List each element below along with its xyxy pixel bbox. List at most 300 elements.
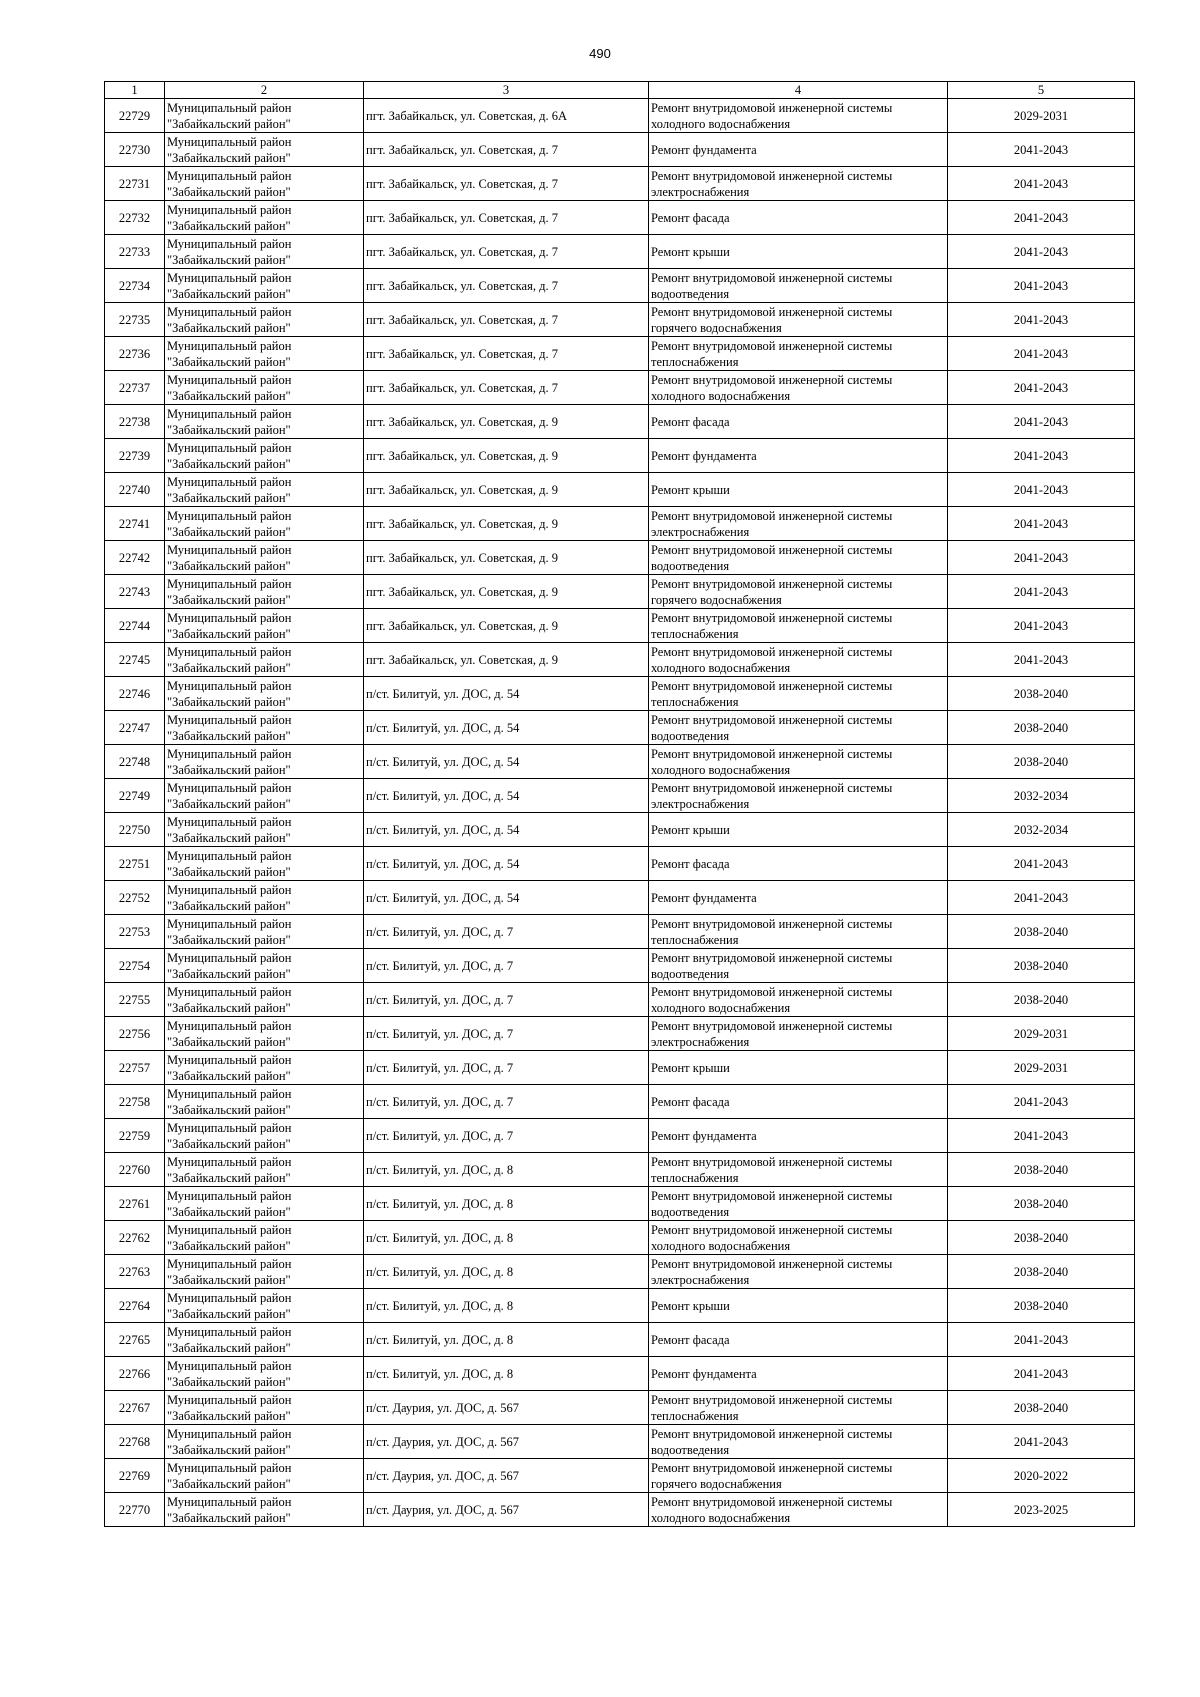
district-cell — [165, 371, 364, 405]
district-cell — [165, 949, 364, 983]
district-cell — [165, 1255, 364, 1289]
district-name-quoted: "Забайкальский район" — [167, 898, 291, 913]
district-cell — [165, 167, 364, 201]
address-cell: п/ст. Билитуй, ул. ДОС, д. 7 — [364, 949, 649, 983]
address-cell: пгт. Забайкальск, ул. Советская, д. 7 — [364, 371, 649, 405]
table-row — [105, 1357, 1135, 1391]
row-number: 22768 — [105, 1425, 165, 1459]
district-name-quoted: "Забайкальский район" — [167, 1510, 291, 1525]
period-cell: 2041-2043 — [948, 609, 1135, 643]
work-type-cell — [649, 813, 948, 847]
work-type-cell — [649, 1493, 948, 1527]
work-type-line: Ремонт внутридомовой инженерной системы — [651, 780, 893, 795]
district-name-quoted: "Забайкальский район" — [167, 1306, 291, 1321]
table-row — [105, 949, 1135, 983]
district-cell — [165, 439, 364, 473]
district-name: Муниципальный район — [167, 1392, 292, 1407]
district-name: Муниципальный район — [167, 1222, 292, 1237]
table-row — [105, 1085, 1135, 1119]
district-name-quoted: "Забайкальский район" — [167, 490, 291, 505]
district-name-quoted: "Забайкальский район" — [167, 864, 291, 879]
table-row — [105, 643, 1135, 677]
work-type-cell — [649, 779, 948, 813]
period-cell: 2041-2043 — [948, 201, 1135, 235]
period-cell: 2041-2043 — [948, 303, 1135, 337]
table-row — [105, 1153, 1135, 1187]
period-cell: 2041-2043 — [948, 439, 1135, 473]
row-number: 22742 — [105, 541, 165, 575]
period-cell: 2038-2040 — [948, 1153, 1135, 1187]
period-cell: 2041-2043 — [948, 881, 1135, 915]
row-number: 22739 — [105, 439, 165, 473]
work-type-line: Ремонт внутридомовой инженерной системы — [651, 270, 893, 285]
address-cell: п/ст. Билитуй, ул. ДОС, д. 8 — [364, 1221, 649, 1255]
work-type-cell — [649, 1119, 948, 1153]
period-cell: 2041-2043 — [948, 1323, 1135, 1357]
table-row — [105, 1323, 1135, 1357]
district-name-quoted: "Забайкальский район" — [167, 286, 291, 301]
table-row — [105, 269, 1135, 303]
period-cell: 2038-2040 — [948, 983, 1135, 1017]
district-name-quoted: "Забайкальский район" — [167, 1238, 291, 1253]
address-cell: п/ст. Билитуй, ул. ДОС, д. 54 — [364, 881, 649, 915]
row-number: 22736 — [105, 337, 165, 371]
period-cell: 2041-2043 — [948, 507, 1135, 541]
work-type-cell — [649, 1391, 948, 1425]
district-name: Муниципальный район — [167, 202, 292, 217]
work-type-line: Ремонт крыши — [651, 822, 730, 837]
address-cell: п/ст. Билитуй, ул. ДОС, д. 7 — [364, 1119, 649, 1153]
address-cell: п/ст. Билитуй, ул. ДОС, д. 54 — [364, 677, 649, 711]
work-type-line: Ремонт крыши — [651, 244, 730, 259]
row-number: 22762 — [105, 1221, 165, 1255]
district-name: Муниципальный район — [167, 984, 292, 999]
period-cell: 2029-2031 — [948, 99, 1135, 133]
address-cell: п/ст. Билитуй, ул. ДОС, д. 8 — [364, 1255, 649, 1289]
district-cell — [165, 99, 364, 133]
period-cell: 2038-2040 — [948, 1391, 1135, 1425]
work-type-cell — [649, 1085, 948, 1119]
work-type-line: горячего водоснабжения — [651, 1476, 782, 1491]
work-type-line: электроснабжения — [651, 524, 750, 539]
row-number: 22767 — [105, 1391, 165, 1425]
district-name-quoted: "Забайкальский район" — [167, 694, 291, 709]
row-number: 22740 — [105, 473, 165, 507]
table-row — [105, 371, 1135, 405]
table-row — [105, 133, 1135, 167]
period-cell: 2029-2031 — [948, 1051, 1135, 1085]
work-type-line: холодного водоснабжения — [651, 116, 791, 131]
address-cell: п/ст. Билитуй, ул. ДОС, д. 7 — [364, 983, 649, 1017]
district-name: Муниципальный район — [167, 1086, 292, 1101]
row-number: 22748 — [105, 745, 165, 779]
table-row — [105, 405, 1135, 439]
district-cell — [165, 779, 364, 813]
district-name: Муниципальный район — [167, 304, 292, 319]
period-cell: 2038-2040 — [948, 1289, 1135, 1323]
work-type-cell — [649, 643, 948, 677]
work-type-line: электроснабжения — [651, 184, 750, 199]
district-name-quoted: "Забайкальский район" — [167, 592, 291, 607]
work-type-line: Ремонт фундамента — [651, 142, 757, 157]
table-row — [105, 983, 1135, 1017]
work-type-cell — [649, 983, 948, 1017]
work-type-line: Ремонт внутридомовой инженерной системы — [651, 1392, 893, 1407]
period-cell: 2032-2034 — [948, 813, 1135, 847]
work-type-line: электроснабжения — [651, 1272, 750, 1287]
work-type-cell — [649, 439, 948, 473]
district-name: Муниципальный район — [167, 168, 292, 183]
district-name-quoted: "Забайкальский район" — [167, 1170, 291, 1185]
district-cell — [165, 915, 364, 949]
row-number: 22745 — [105, 643, 165, 677]
address-cell: п/ст. Билитуй, ул. ДОС, д. 8 — [364, 1187, 649, 1221]
work-type-line: Ремонт внутридомовой инженерной системы — [651, 984, 893, 999]
period-cell: 2032-2034 — [948, 779, 1135, 813]
district-cell — [165, 1221, 364, 1255]
period-cell: 2038-2040 — [948, 1255, 1135, 1289]
address-cell: п/ст. Билитуй, ул. ДОС, д. 8 — [364, 1357, 649, 1391]
row-number: 22753 — [105, 915, 165, 949]
work-type-cell — [649, 1017, 948, 1051]
period-cell: 2041-2043 — [948, 1357, 1135, 1391]
work-type-cell — [649, 473, 948, 507]
district-name-quoted: "Забайкальский район" — [167, 1204, 291, 1219]
row-number: 22756 — [105, 1017, 165, 1051]
district-name: Муниципальный район — [167, 100, 292, 115]
period-cell: 2038-2040 — [948, 1221, 1135, 1255]
work-type-cell — [649, 303, 948, 337]
table-row — [105, 337, 1135, 371]
work-type-line: Ремонт внутридомовой инженерной системы — [651, 576, 893, 591]
district-cell — [165, 507, 364, 541]
row-number: 22760 — [105, 1153, 165, 1187]
period-cell: 2041-2043 — [948, 1425, 1135, 1459]
district-name: Муниципальный район — [167, 1358, 292, 1373]
table-body — [105, 99, 1135, 1527]
table-row — [105, 1017, 1135, 1051]
work-type-line: водоотведения — [651, 558, 730, 573]
district-name-quoted: "Забайкальский район" — [167, 558, 291, 573]
table-row — [105, 915, 1135, 949]
table-row — [105, 745, 1135, 779]
address-cell: п/ст. Билитуй, ул. ДОС, д. 7 — [364, 1017, 649, 1051]
row-number: 22769 — [105, 1459, 165, 1493]
district-name-quoted: "Забайкальский район" — [167, 320, 291, 335]
period-cell: 2041-2043 — [948, 1085, 1135, 1119]
work-type-cell — [649, 235, 948, 269]
address-cell: пгт. Забайкальск, ул. Советская, д. 9 — [364, 541, 649, 575]
table-row — [105, 711, 1135, 745]
work-type-line: Ремонт внутридомовой инженерной системы — [651, 508, 893, 523]
district-name: Муниципальный район — [167, 406, 292, 421]
work-type-line: водоотведения — [651, 1204, 730, 1219]
work-type-line: теплоснабжения — [651, 354, 739, 369]
district-name: Муниципальный район — [167, 1324, 292, 1339]
work-type-cell — [649, 949, 948, 983]
district-name-quoted: "Забайкальский район" — [167, 456, 291, 471]
row-number: 22732 — [105, 201, 165, 235]
district-name: Муниципальный район — [167, 814, 292, 829]
address-cell: п/ст. Билитуй, ул. ДОС, д. 7 — [364, 1085, 649, 1119]
address-cell: п/ст. Билитуй, ул. ДОС, д. 8 — [364, 1289, 649, 1323]
district-name-quoted: "Забайкальский район" — [167, 524, 291, 539]
work-type-cell — [649, 371, 948, 405]
row-number: 22758 — [105, 1085, 165, 1119]
district-cell — [165, 609, 364, 643]
work-type-line: водоотведения — [651, 286, 730, 301]
district-name-quoted: "Забайкальский район" — [167, 762, 291, 777]
work-type-line: Ремонт внутридомовой инженерной системы — [651, 168, 893, 183]
work-type-line: холодного водоснабжения — [651, 1510, 791, 1525]
work-type-line: холодного водоснабжения — [651, 388, 791, 403]
district-cell — [165, 643, 364, 677]
address-cell: п/ст. Билитуй, ул. ДОС, д. 54 — [364, 745, 649, 779]
address-cell: пгт. Забайкальск, ул. Советская, д. 7 — [364, 269, 649, 303]
period-cell: 2041-2043 — [948, 269, 1135, 303]
work-type-line: Ремонт внутридомовой инженерной системы — [651, 1494, 893, 1509]
work-type-line: Ремонт крыши — [651, 1060, 730, 1075]
work-type-cell — [649, 745, 948, 779]
district-cell — [165, 1153, 364, 1187]
row-number: 22746 — [105, 677, 165, 711]
work-type-cell — [649, 609, 948, 643]
row-number: 22765 — [105, 1323, 165, 1357]
row-number: 22763 — [105, 1255, 165, 1289]
work-type-cell — [649, 1255, 948, 1289]
district-name-quoted: "Забайкальский район" — [167, 184, 291, 199]
work-type-cell — [649, 711, 948, 745]
period-cell: 2041-2043 — [948, 1119, 1135, 1153]
period-cell: 2029-2031 — [948, 1017, 1135, 1051]
district-name: Муниципальный район — [167, 1494, 292, 1509]
district-cell — [165, 1391, 364, 1425]
work-type-line: водоотведения — [651, 1442, 730, 1457]
page-number: 490 — [589, 46, 611, 61]
row-number: 22749 — [105, 779, 165, 813]
table-row — [105, 1119, 1135, 1153]
work-type-line: Ремонт внутридомовой инженерной системы — [651, 1460, 893, 1475]
work-type-cell — [649, 167, 948, 201]
district-name: Муниципальный район — [167, 1120, 292, 1135]
table-row — [105, 99, 1135, 133]
district-cell — [165, 337, 364, 371]
district-name-quoted: "Забайкальский район" — [167, 1034, 291, 1049]
row-number: 22750 — [105, 813, 165, 847]
table-row — [105, 1221, 1135, 1255]
period-cell: 2038-2040 — [948, 915, 1135, 949]
district-name: Муниципальный район — [167, 678, 292, 693]
work-type-line: горячего водоснабжения — [651, 320, 782, 335]
row-number: 22759 — [105, 1119, 165, 1153]
period-cell: 2038-2040 — [948, 949, 1135, 983]
row-number: 22737 — [105, 371, 165, 405]
table-row — [105, 1391, 1135, 1425]
district-cell — [165, 881, 364, 915]
address-cell: пгт. Забайкальск, ул. Советская, д. 9 — [364, 575, 649, 609]
work-type-line: Ремонт фасада — [651, 856, 730, 871]
district-name-quoted: "Забайкальский район" — [167, 388, 291, 403]
period-cell: 2041-2043 — [948, 575, 1135, 609]
period-cell: 2023-2025 — [948, 1493, 1135, 1527]
period-cell: 2041-2043 — [948, 133, 1135, 167]
column-header: 2 — [165, 82, 364, 99]
district-name-quoted: "Забайкальский район" — [167, 150, 291, 165]
district-name: Муниципальный район — [167, 1460, 292, 1475]
work-type-line: Ремонт внутридомовой инженерной системы — [651, 712, 893, 727]
district-name: Муниципальный район — [167, 1256, 292, 1271]
work-type-line: холодного водоснабжения — [651, 1000, 791, 1015]
district-cell — [165, 473, 364, 507]
address-cell: п/ст. Даурия, ул. ДОС, д. 567 — [364, 1459, 649, 1493]
work-type-line: Ремонт фасада — [651, 1094, 730, 1109]
address-cell: п/ст. Билитуй, ул. ДОС, д. 8 — [364, 1323, 649, 1357]
column-header: 1 — [105, 82, 165, 99]
work-type-line: электроснабжения — [651, 1034, 750, 1049]
address-cell: пгт. Забайкальск, ул. Советская, д. 7 — [364, 167, 649, 201]
period-cell: 2041-2043 — [948, 847, 1135, 881]
district-cell — [165, 1459, 364, 1493]
district-name: Муниципальный район — [167, 1154, 292, 1169]
table-row — [105, 677, 1135, 711]
period-cell: 2020-2022 — [948, 1459, 1135, 1493]
period-cell: 2041-2043 — [948, 167, 1135, 201]
district-cell — [165, 1051, 364, 1085]
table-row — [105, 541, 1135, 575]
period-cell: 2041-2043 — [948, 235, 1135, 269]
district-name: Муниципальный район — [167, 134, 292, 149]
row-number: 22733 — [105, 235, 165, 269]
work-type-cell — [649, 337, 948, 371]
district-name-quoted: "Забайкальский район" — [167, 1102, 291, 1117]
work-type-line: Ремонт фасада — [651, 1332, 730, 1347]
work-type-line: Ремонт внутридомовой инженерной системы — [651, 746, 893, 761]
address-cell: п/ст. Билитуй, ул. ДОС, д. 54 — [364, 711, 649, 745]
row-number: 22744 — [105, 609, 165, 643]
address-cell: пгт. Забайкальск, ул. Советская, д. 7 — [364, 337, 649, 371]
work-type-line: Ремонт внутридомовой инженерной системы — [651, 1426, 893, 1441]
district-name-quoted: "Забайкальский район" — [167, 1068, 291, 1083]
table-row — [105, 235, 1135, 269]
address-cell: п/ст. Билитуй, ул. ДОС, д. 7 — [364, 1051, 649, 1085]
work-type-cell — [649, 1357, 948, 1391]
district-cell — [165, 711, 364, 745]
row-number: 22757 — [105, 1051, 165, 1085]
work-type-cell — [649, 405, 948, 439]
work-type-cell — [649, 1221, 948, 1255]
district-name: Муниципальный район — [167, 848, 292, 863]
district-cell — [165, 1085, 364, 1119]
district-name-quoted: "Забайкальский район" — [167, 966, 291, 981]
address-cell: п/ст. Даурия, ул. ДОС, д. 567 — [364, 1493, 649, 1527]
district-name-quoted: "Забайкальский район" — [167, 1340, 291, 1355]
column-header: 3 — [364, 82, 649, 99]
district-name-quoted: "Забайкальский район" — [167, 1272, 291, 1287]
row-number: 22734 — [105, 269, 165, 303]
period-cell: 2038-2040 — [948, 745, 1135, 779]
table-row — [105, 1289, 1135, 1323]
district-cell — [165, 983, 364, 1017]
work-type-cell — [649, 1459, 948, 1493]
address-cell: пгт. Забайкальск, ул. Советская, д. 9 — [364, 473, 649, 507]
district-cell — [165, 1017, 364, 1051]
district-cell — [165, 303, 364, 337]
address-cell: п/ст. Билитуй, ул. ДОС, д. 54 — [364, 813, 649, 847]
column-header: 5 — [948, 82, 1135, 99]
work-type-line: Ремонт внутридомовой инженерной системы — [651, 1256, 893, 1271]
table-row — [105, 813, 1135, 847]
work-type-cell — [649, 541, 948, 575]
address-cell: п/ст. Даурия, ул. ДОС, д. 567 — [364, 1391, 649, 1425]
address-cell: пгт. Забайкальск, ул. Советская, д. 7 — [364, 235, 649, 269]
row-number: 22754 — [105, 949, 165, 983]
district-name: Муниципальный район — [167, 542, 292, 557]
work-type-cell — [649, 1323, 948, 1357]
district-cell — [165, 847, 364, 881]
period-cell: 2041-2043 — [948, 473, 1135, 507]
district-cell — [165, 269, 364, 303]
table-row — [105, 167, 1135, 201]
work-type-line: Ремонт фундамента — [651, 1366, 757, 1381]
district-name: Муниципальный район — [167, 950, 292, 965]
district-name-quoted: "Забайкальский район" — [167, 1136, 291, 1151]
work-type-cell — [649, 677, 948, 711]
address-cell: пгт. Забайкальск, ул. Советская, д. 9 — [364, 405, 649, 439]
district-name: Муниципальный район — [167, 1426, 292, 1441]
work-type-line: Ремонт внутридомовой инженерной системы — [651, 100, 893, 115]
row-number: 22764 — [105, 1289, 165, 1323]
column-header: 4 — [649, 82, 948, 99]
district-name: Муниципальный район — [167, 882, 292, 897]
table-row — [105, 1187, 1135, 1221]
row-number: 22743 — [105, 575, 165, 609]
district-name: Муниципальный район — [167, 372, 292, 387]
row-number: 22751 — [105, 847, 165, 881]
work-type-cell — [649, 1425, 948, 1459]
work-type-line: Ремонт фундамента — [651, 1128, 757, 1143]
work-type-line: Ремонт внутридомовой инженерной системы — [651, 644, 893, 659]
district-cell — [165, 405, 364, 439]
period-cell: 2041-2043 — [948, 337, 1135, 371]
district-name: Муниципальный район — [167, 1188, 292, 1203]
district-cell — [165, 813, 364, 847]
district-name-quoted: "Забайкальский район" — [167, 422, 291, 437]
row-number: 22735 — [105, 303, 165, 337]
district-cell — [165, 745, 364, 779]
row-number: 22729 — [105, 99, 165, 133]
column-number-row — [105, 82, 1135, 99]
table-row — [105, 1051, 1135, 1085]
work-type-line: теплоснабжения — [651, 1408, 739, 1423]
address-cell: п/ст. Билитуй, ул. ДОС, д. 7 — [364, 915, 649, 949]
period-cell: 2038-2040 — [948, 677, 1135, 711]
address-cell: п/ст. Билитуй, ул. ДОС, д. 54 — [364, 779, 649, 813]
district-cell — [165, 1323, 364, 1357]
period-cell: 2041-2043 — [948, 643, 1135, 677]
row-number: 22730 — [105, 133, 165, 167]
period-cell: 2038-2040 — [948, 1187, 1135, 1221]
period-cell: 2038-2040 — [948, 711, 1135, 745]
table-row — [105, 1459, 1135, 1493]
district-cell — [165, 201, 364, 235]
work-type-cell — [649, 881, 948, 915]
table-row — [105, 1425, 1135, 1459]
district-name: Муниципальный район — [167, 746, 292, 761]
work-type-line: теплоснабжения — [651, 694, 739, 709]
work-type-cell — [649, 269, 948, 303]
work-type-line: водоотведения — [651, 966, 730, 981]
work-type-cell — [649, 99, 948, 133]
